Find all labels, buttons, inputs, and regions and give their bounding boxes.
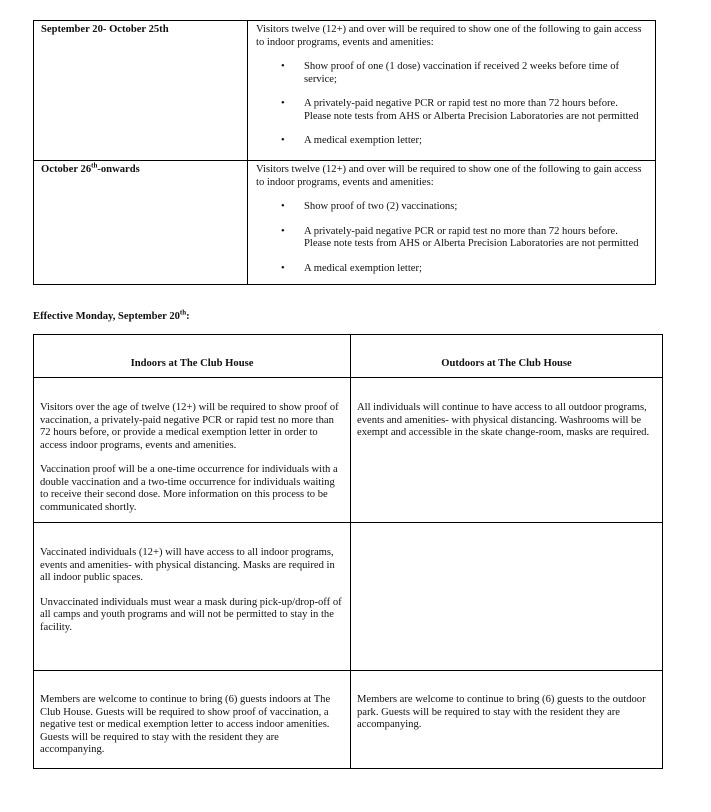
requirement-item — [256, 226, 647, 251]
requirement-item — [256, 263, 647, 276]
requirements-intro: Visitors twelve (12+) and over will be required to show one of the following to gain access to indoor programs, events and amenities: — [256, 164, 642, 188]
heading-main: Effective Monday, September 20 — [33, 311, 180, 322]
requirement-text: A privately-paid negative PCR or rapid test no more than 72 hours before. Please note tests from AHS or Alberta Precision Laboratories are not permitted — [304, 98, 639, 122]
requirement-text: A privately-paid negative PCR or rapid test no more than 72 hours before. Please note tests from AHS or Alberta Precision Laboratories are not permitted — [304, 225, 639, 249]
requirement-text: Show proof of one (1 dose) vaccination if received 2 weeks before time of service; — [304, 61, 620, 85]
cell-paragraph: Members are welcome to continue to bring (6) guests indoors at The Club House. Guests will be required to show proof of vaccination, a negative test or medical exemption letter to access indoor amenities. Guests will be required to stay with the resident they are accompanying. — [40, 694, 331, 755]
period-label-main: October 26 — [41, 164, 92, 175]
requirement-item — [256, 201, 647, 214]
table-row-access — [34, 378, 662, 523]
requirements-cell — [248, 21, 655, 160]
bullet-icon: • — [281, 135, 285, 146]
period-label-sup: th — [91, 161, 98, 170]
cell-paragraph: Vaccinated individuals (12+) will have access to all indoor programs, events and amenities- with physical distancing. Masks are required in all indoor public spaces. — [40, 547, 335, 583]
table-header-row — [34, 335, 662, 378]
table-row-vaccination-status — [34, 523, 662, 671]
period-label-suffix: -onwards — [97, 164, 140, 175]
requirement-item — [256, 98, 647, 123]
requirement-item — [256, 135, 647, 148]
bullet-icon: • — [281, 201, 285, 212]
requirement-text: Show proof of two (2) vaccinations; — [304, 201, 458, 212]
bullet-icon: • — [281, 262, 285, 274]
vaccination-schedule-table — [33, 20, 656, 285]
indoors-cell — [34, 378, 351, 522]
requirements-cell — [248, 161, 655, 285]
table-row-guests — [34, 671, 662, 768]
cell-paragraph: Unvaccinated individuals must wear a mask during pick-up/drop-off of all camps and youth programs and will not be permitted to stay in the facility. — [40, 596, 342, 633]
period-cell — [34, 161, 248, 285]
indoors-cell — [34, 523, 351, 670]
schedule-row-oct26-onwards — [34, 161, 655, 285]
schedule-row-sep20-oct25 — [34, 21, 655, 161]
period-label — [41, 161, 140, 175]
outdoors-cell-empty — [351, 523, 662, 670]
requirement-text: A medical exemption letter; — [304, 262, 422, 274]
indoors-cell — [34, 671, 351, 768]
column-header-outdoors: Outdoors at The Club House — [441, 358, 572, 369]
requirements-intro: Visitors twelve (12+) and over will be required to show one of the following to gain access to indoor programs, events and amenities: — [256, 24, 642, 48]
requirements-list — [256, 201, 647, 275]
bullet-icon: • — [281, 225, 285, 237]
requirements-list — [256, 61, 647, 148]
effective-date-heading — [33, 308, 190, 324]
heading-suffix: : — [186, 311, 190, 322]
bullet-icon: • — [281, 61, 285, 72]
column-header-indoors: Indoors at The Club House — [34, 335, 351, 377]
requirement-text: A medical exemption letter; — [304, 135, 422, 146]
outdoors-cell — [351, 671, 662, 768]
bullet-icon: • — [281, 98, 285, 109]
period-label: September 20- October 25th — [41, 24, 169, 35]
clubhouse-rules-table — [33, 334, 663, 769]
heading-sup: th — [179, 308, 187, 317]
period-cell — [34, 21, 248, 160]
cell-paragraph: Members are welcome to continue to bring (6) guests to the outdoor park. Guests will be required to stay with the resident they are accompanying. — [357, 694, 646, 730]
outdoors-cell — [351, 378, 662, 522]
cell-paragraph: Visitors over the age of twelve (12+) will be required to show proof of vaccination, a privately-paid negative PCR or rapid test no more than 72 hours before, or provide a medical exemption letter in order to access indoor programs, events and amenities. — [40, 402, 339, 451]
requirement-item — [256, 61, 647, 86]
cell-paragraph: All individuals will continue to have access to all outdoor programs, events and amenities- with physical distancing. Washrooms will be exempt and accessible in the skate change-room, masks are required. — [357, 402, 650, 438]
cell-paragraph: Vaccination proof will be a one-time occurrence for individuals with a double vaccination and a two-time occurrence for individuals waiting to receive their second dose. More information on this process to be communicated shortly. — [40, 464, 338, 513]
